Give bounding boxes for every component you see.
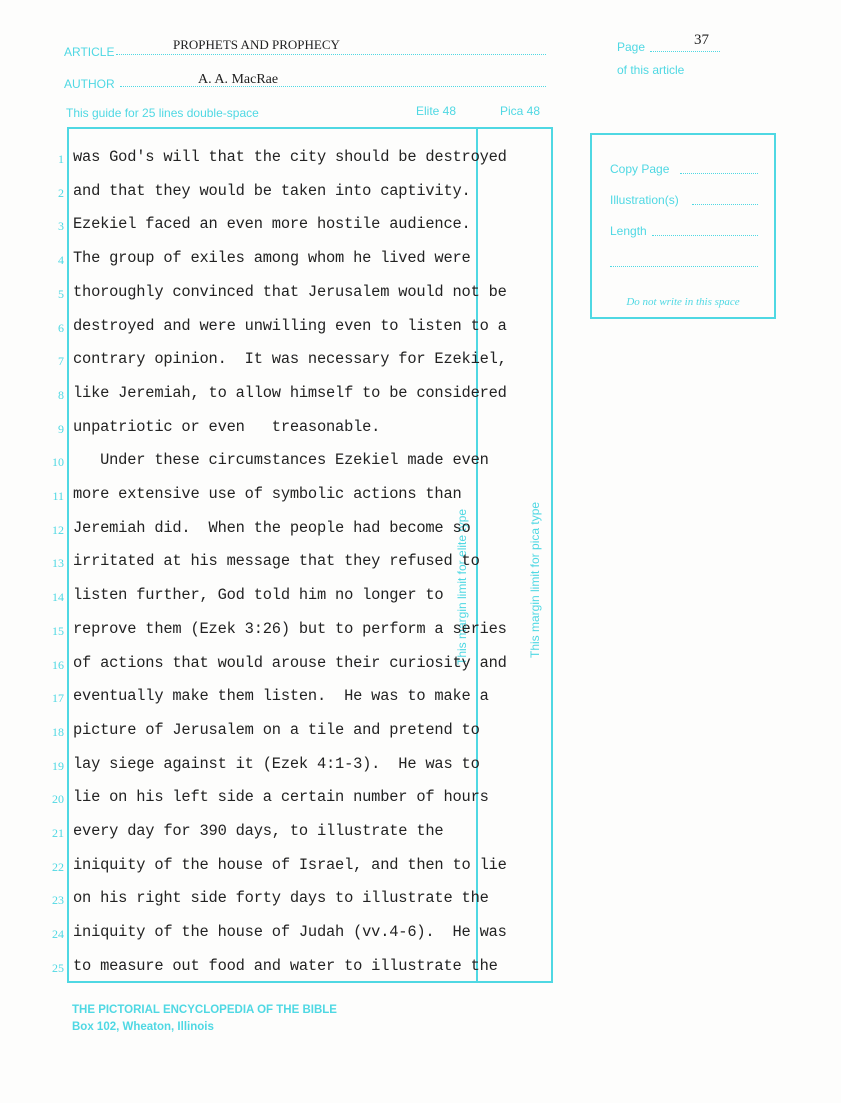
- text-line: like Jeremiah, to allow himself to be considered: [73, 383, 507, 402]
- do-not-write-note: Do not write in this space: [626, 296, 740, 308]
- line-number: 8: [58, 387, 64, 402]
- length-label: Length: [610, 224, 647, 238]
- text-line: of actions that would arouse their curiosity and: [73, 653, 507, 672]
- author-underline: [120, 86, 546, 87]
- pica-margin-line: [551, 127, 553, 983]
- line-number: 5: [58, 286, 64, 301]
- text-line: on his right side forty days to illustrate the: [73, 889, 489, 908]
- publisher-name: THE PICTORIAL ENCYCLOPEDIA OF THE BIBLE: [72, 1004, 337, 1016]
- text-line: to measure out food and water to illustrate the: [73, 956, 498, 975]
- text-line: Under these circumstances Ezekiel made even: [73, 451, 489, 470]
- page-number: 37: [694, 32, 709, 48]
- line-number: 16: [52, 657, 64, 672]
- line-number: 19: [52, 758, 64, 773]
- illustrations-label: Illustration(s): [610, 193, 679, 207]
- text-line: reprove them (Ezek 3:26) but to perform a series: [73, 619, 507, 638]
- line-number: 14: [52, 590, 64, 605]
- text-line: listen further, God told him no longer to: [73, 586, 444, 605]
- elite-label: Elite 48: [416, 104, 457, 118]
- text-line: iniquity of the house of Judah (vv.4-6). He was: [73, 923, 507, 942]
- line-number: 25: [52, 960, 64, 975]
- blank-dots: [610, 266, 758, 267]
- line-number: 13: [52, 556, 64, 571]
- text-line: lie on his left side a certain number of hours: [73, 788, 489, 807]
- line-number: 23: [52, 893, 64, 908]
- line-number: 24: [52, 927, 64, 942]
- line-number: 4: [58, 253, 64, 268]
- text-line: lay siege against it (Ezek 4:1-3). He was to: [73, 754, 480, 773]
- line-number: 9: [58, 421, 64, 436]
- text-line: destroyed and were unwilling even to listen to a: [73, 316, 507, 335]
- length-dots: [652, 235, 758, 236]
- illustrations-dots: [692, 204, 758, 205]
- frame-left: [67, 127, 69, 983]
- line-number: 20: [52, 792, 64, 807]
- author-label: AUTHOR: [64, 77, 115, 91]
- publisher-address: Box 102, Wheaton, Illinois: [72, 1021, 214, 1033]
- frame-top: [67, 127, 553, 129]
- frame-bottom: [67, 981, 553, 983]
- page-label: Page: [617, 40, 646, 54]
- editor-box: [590, 133, 776, 319]
- line-number: 15: [52, 623, 64, 638]
- text-line: Jeremiah did. When the people had become so: [73, 518, 471, 537]
- page-underline: [650, 51, 720, 52]
- text-line: iniquity of the house of Israel, and then to lie: [73, 855, 507, 874]
- line-number: 10: [52, 455, 64, 470]
- text-line: Ezekiel faced an even more hostile audience.: [73, 215, 471, 234]
- line-number: 3: [58, 219, 64, 234]
- line-number: 22: [52, 859, 64, 874]
- text-line: The group of exiles among whom he lived were: [73, 249, 471, 268]
- elite-limit-label: This margin limit for elite type: [455, 508, 469, 665]
- line-number: 7: [58, 354, 64, 369]
- text-line: thoroughly convinced that Jerusalem would not be: [73, 282, 507, 301]
- text-line: was God's will that the city should be destroyed: [73, 148, 507, 166]
- pica-label: Pica 48: [500, 104, 541, 118]
- article-label: ARTICLE: [64, 45, 115, 59]
- text-line: more extensive use of symbolic actions than: [73, 485, 462, 503]
- line-number: 1: [58, 152, 64, 166]
- line-number: 12: [52, 522, 64, 537]
- article-underline: [116, 54, 546, 55]
- author-name: A. A. MacRae: [198, 72, 279, 87]
- pica-limit-label: This margin limit for pica type: [528, 501, 542, 658]
- guide-text: This guide for 25 lines double-space: [66, 106, 259, 120]
- line-number: 18: [52, 724, 64, 739]
- copy-page-dots: [680, 173, 758, 174]
- line-number: 11: [52, 489, 64, 503]
- line-number: 2: [58, 185, 64, 200]
- page-sublabel: of this article: [617, 63, 685, 77]
- text-line: unpatriotic or even treasonable.: [73, 417, 381, 436]
- line-number: 21: [52, 826, 64, 840]
- text-line: picture of Jerusalem on a tile and pretend to: [73, 720, 480, 739]
- text-line: and that they would be taken into captivity.: [73, 181, 471, 200]
- line-number: 6: [58, 320, 64, 335]
- copy-page-label: Copy Page: [610, 162, 670, 176]
- text-line: every day for 390 days, to illustrate the: [73, 822, 444, 840]
- text-line: eventually make them listen. He was to make a: [73, 687, 489, 706]
- line-number: 17: [52, 691, 64, 706]
- text-line: contrary opinion. It was necessary for Ezekiel,: [73, 350, 507, 369]
- article-title: PROPHETS AND PROPHECY: [173, 37, 340, 52]
- text-line: irritated at his message that they refused to: [73, 552, 480, 571]
